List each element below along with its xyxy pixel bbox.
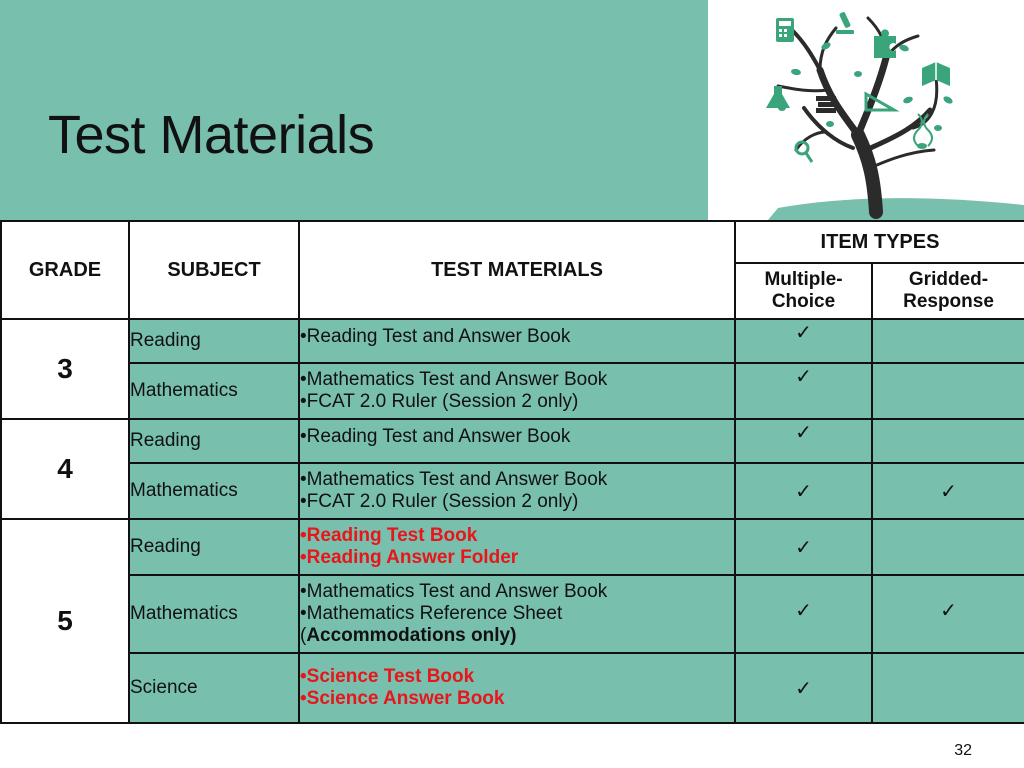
material-item: •Reading Test and Answer Book: [300, 426, 571, 447]
subject-cell: Reading: [129, 419, 299, 463]
calculator-icon: [776, 18, 794, 42]
books-stack-icon: [816, 96, 836, 113]
materials-cell: [299, 419, 735, 463]
multiple-choice-check: ✓: [735, 653, 872, 723]
materials-cell: [299, 319, 735, 363]
multiple-choice-check: ✓: [735, 575, 872, 653]
table-row: [1, 653, 1024, 723]
material-item: •Science Answer Book: [300, 688, 505, 709]
header-gridded-response: Gridded-Response: [872, 263, 1024, 319]
tree-branches: [778, 18, 937, 212]
material-item: •Mathematics Test and Answer Book: [300, 469, 608, 490]
header-item-types: ITEM TYPES: [735, 221, 1024, 263]
materials-cell: [299, 653, 735, 723]
header-test-materials: TEST MATERIALS: [299, 221, 735, 319]
material-item: (Accommodations only): [300, 625, 517, 646]
subject-cell: Mathematics: [129, 463, 299, 519]
ground-swoosh: [768, 198, 1024, 220]
materials-cell: [299, 519, 735, 575]
puzzle-icon: [874, 29, 896, 58]
gridded-response-check: [872, 519, 1024, 575]
table-row: [1, 575, 1024, 653]
subject-cell: Science: [129, 653, 299, 723]
material-item: •Mathematics Reference Sheet: [300, 603, 563, 624]
multiple-choice-check: ✓: [735, 519, 872, 575]
material-item: •Reading Answer Folder: [300, 547, 519, 568]
header-multiple-choice: Multiple-Choice: [735, 263, 872, 319]
material-item: •Mathematics Test and Answer Book: [300, 581, 608, 602]
flask-icon: [766, 86, 790, 108]
subject-cell: Mathematics: [129, 575, 299, 653]
header-subject: SUBJECT: [129, 221, 299, 319]
grade-cell: 5: [1, 519, 129, 723]
material-item: •Reading Test and Answer Book: [300, 326, 571, 347]
gridded-response-check: [872, 319, 1024, 363]
table-row: [1, 519, 1024, 575]
materials-cell: [299, 575, 735, 653]
gridded-response-check: [872, 653, 1024, 723]
subject-cell: Mathematics: [129, 363, 299, 419]
multiple-choice-check: ✓: [735, 319, 872, 363]
table-row: [1, 319, 1024, 363]
gridded-response-check: ✓: [872, 575, 1024, 653]
materials-cell: [299, 463, 735, 519]
material-item: •Science Test Book: [300, 666, 475, 687]
microscope-icon: [836, 11, 854, 34]
multiple-choice-check: ✓: [735, 419, 872, 463]
gridded-response-check: [872, 363, 1024, 419]
gridded-response-check: ✓: [872, 463, 1024, 519]
material-item: •Reading Test Book: [300, 525, 478, 546]
material-item: •FCAT 2.0 Ruler (Session 2 only): [300, 491, 579, 512]
material-item: •Mathematics Test and Answer Book: [300, 369, 608, 390]
gridded-response-check: [872, 419, 1024, 463]
materials-cell: [299, 363, 735, 419]
header-grade: GRADE: [1, 221, 129, 319]
page-number: 32: [954, 742, 972, 759]
tree-illustration: [708, 0, 1024, 220]
page-title: Test Materials: [48, 105, 375, 165]
multiple-choice-check: ✓: [735, 363, 872, 419]
test-materials-table: [0, 220, 1024, 724]
magnifier-icon: [796, 142, 812, 162]
grade-cell: 3: [1, 319, 129, 419]
table-row: [1, 463, 1024, 519]
table-row: [1, 419, 1024, 463]
subject-cell: Reading: [129, 519, 299, 575]
multiple-choice-check: ✓: [735, 463, 872, 519]
grade-cell: 4: [1, 419, 129, 519]
table-row: [1, 363, 1024, 419]
material-item: •FCAT 2.0 Ruler (Session 2 only): [300, 391, 579, 412]
subject-cell: Reading: [129, 319, 299, 363]
